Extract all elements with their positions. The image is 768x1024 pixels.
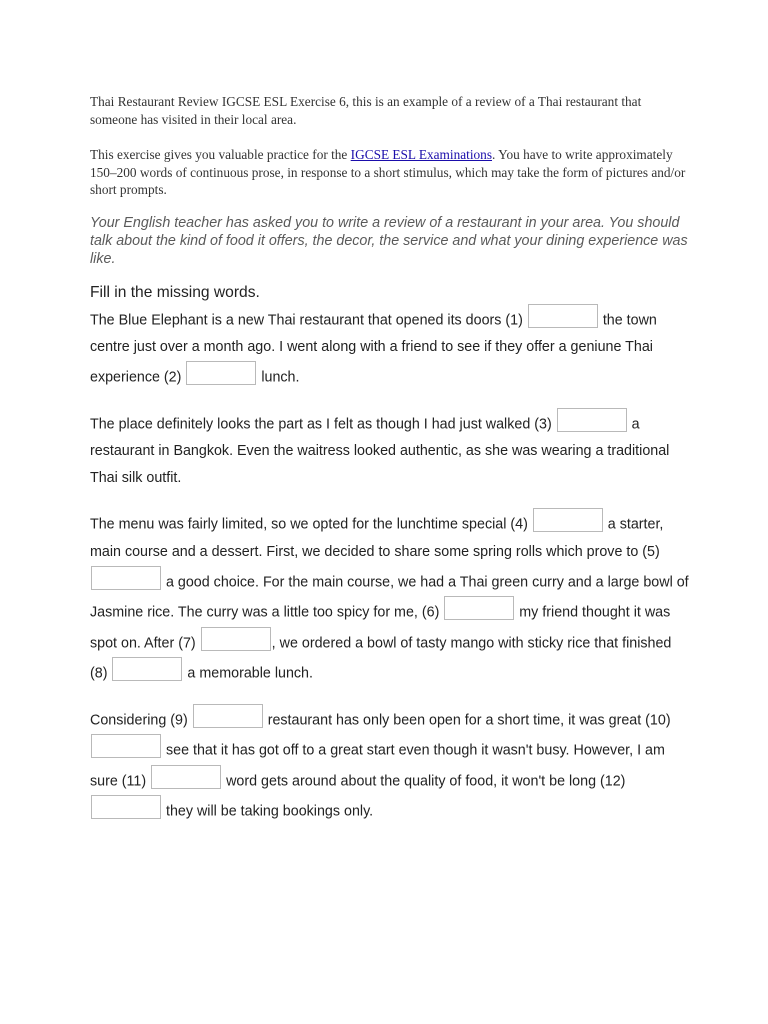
text-segment: , we ordered a bowl of tasty mango with sticky rice that finished (8) bbox=[90, 635, 672, 682]
text-segment: The menu was fairly limited, so we opted for the lunchtime special (4) bbox=[90, 516, 532, 533]
exercise-paragraph-2 bbox=[90, 408, 690, 493]
blank-10-input[interactable] bbox=[91, 734, 161, 758]
document-page bbox=[90, 93, 690, 842]
exercise-paragraph-3 bbox=[90, 508, 690, 688]
text-segment: Considering (9) bbox=[90, 712, 192, 728]
text-segment: lunch. bbox=[257, 369, 300, 386]
blank-6-input[interactable] bbox=[444, 596, 514, 620]
text-segment: a good choice. For the main course, we had a Thai green curry and a large bowl of Jasmine rice. The curry was a little too spicy for me, (6) bbox=[90, 574, 689, 621]
exercise-paragraph-4 bbox=[90, 704, 690, 826]
text-segment: a memorable lunch. bbox=[183, 665, 313, 682]
exercise-heading: Fill in the missing words. bbox=[90, 283, 260, 301]
igcse-esl-examinations-link[interactable]: IGCSE ESL Examinations bbox=[350, 147, 493, 162]
exam-info-paragraph bbox=[90, 146, 690, 199]
text-segment: they will be taking bookings only. bbox=[162, 803, 374, 820]
text-segment: restaurant has only been open for a short time, it was great (10) bbox=[263, 712, 671, 728]
text-segment: see that it has got off to a great start even though it wasn't busy. However, I am sure (11) bbox=[90, 742, 665, 789]
blank-12-input[interactable] bbox=[91, 795, 161, 819]
blank-1-input[interactable] bbox=[528, 304, 598, 328]
blank-3-input[interactable] bbox=[557, 408, 627, 432]
exercise-paragraph-1 bbox=[90, 304, 690, 392]
blank-4-input[interactable] bbox=[533, 508, 603, 532]
intro-paragraph: Thai Restaurant Review IGCSE ESL Exercise 6, this is an example of a review of a Thai restaurant that someone has visited in their local area. bbox=[90, 94, 642, 127]
text-segment: a restaurant in Bangkok. Even the waitress looked authentic, as she was wearing a traditional Thai silk outfit. bbox=[90, 416, 670, 486]
task-prompt: Your English teacher has asked you to write a review of a restaurant in your area. You should talk about the kind of food it offers, the decor, the service and what your dining experience was like. bbox=[90, 214, 688, 267]
text-segment: The place definitely looks the part as I felt as though I had just walked (3) bbox=[90, 416, 556, 432]
blank-5-input[interactable] bbox=[91, 566, 161, 590]
blank-7-input[interactable] bbox=[201, 627, 271, 651]
exam-info-after: . You have to write approximately 150–200 words of continuous prose, in response to a short stimulus, which may take the form of pictures and/or short prompts. bbox=[90, 147, 686, 197]
blank-9-input[interactable] bbox=[193, 704, 263, 728]
text-segment: The Blue Elephant is a new Thai restaurant that opened its doors (1) bbox=[90, 312, 527, 328]
text-segment: a starter, main course and a dessert. First, we decided to share some spring rolls which prove to (5) bbox=[90, 516, 664, 560]
blank-2-input[interactable] bbox=[186, 361, 256, 385]
exam-info-before: This exercise gives you valuable practice for the bbox=[90, 147, 351, 162]
blank-8-input[interactable] bbox=[112, 657, 182, 681]
text-segment: word gets around about the quality of food, it won't be long (12) bbox=[222, 773, 626, 789]
blank-11-input[interactable] bbox=[151, 765, 221, 789]
text-segment: my friend thought it was spot on. After (7) bbox=[90, 604, 671, 651]
text-segment: the town centre just over a month ago. I went along with a friend to see if they offer a geniune Thai experience (2) bbox=[90, 312, 657, 386]
